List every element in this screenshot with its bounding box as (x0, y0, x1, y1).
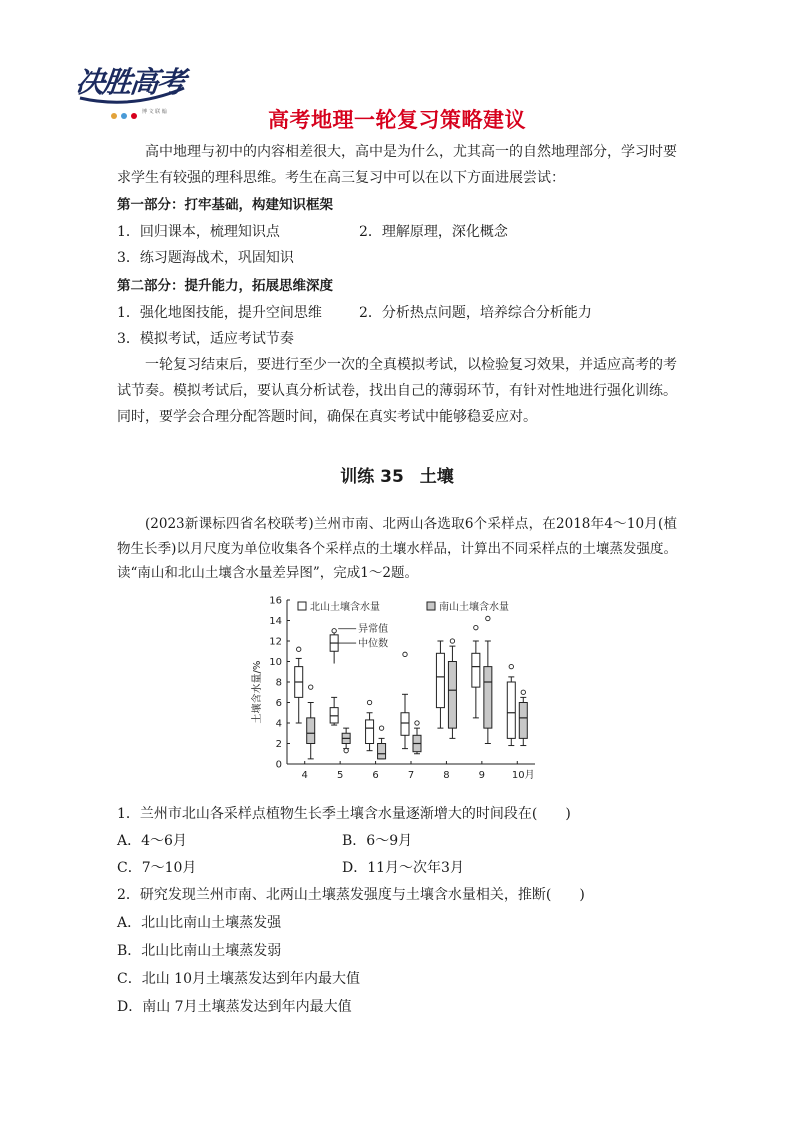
annotation-outlier-example (332, 629, 336, 633)
x-tick-label: 7 (407, 770, 415, 781)
annotation-outlier-label: 异常值 (358, 623, 389, 635)
y-axis-label: 土壤含水量/% (252, 660, 263, 724)
section-topic: 土壤 (419, 467, 454, 487)
north-box (401, 652, 409, 749)
question-1-option-a: A．4～6月 (117, 833, 187, 849)
x-tick-label: 5 (336, 770, 344, 781)
x-tick-label: 10月 (511, 770, 535, 781)
outlier-point (486, 616, 490, 620)
y-tick-label: 0 (275, 759, 282, 771)
north-box (366, 700, 374, 750)
closing-paragraph: 一轮复习结束后，要进行至少一次的全真模拟考试，以检验复习效果，并适应高考的考试节奏。模拟考试后，要认真分析试卷，找出自己的薄弱环节，有针对性地进行强化训练。同时，要学会合理分配答题时间，确保在真实考试中能够稳妥应对。 (117, 357, 677, 425)
box-iqr (366, 720, 374, 744)
logo-text: 决胜高考 (74, 65, 186, 99)
x-tick-label: 6 (372, 770, 379, 781)
part1-heading: 第一部分：打牢基础，构建知识框架 (117, 197, 333, 213)
outlier-point (367, 700, 371, 704)
x-tick-label: 8 (443, 770, 450, 781)
part2-item-2: 2．分析热点问题，培养综合分析能力 (359, 305, 592, 321)
south-box (413, 721, 421, 754)
outlier-point (379, 726, 383, 730)
outlier-point (415, 721, 419, 725)
y-tick-label: 12 (269, 636, 282, 648)
x-tick-label: 4 (301, 770, 308, 781)
south-box (342, 728, 350, 753)
chart-annotations (330, 622, 388, 664)
outlier-point (450, 639, 454, 643)
problem-intro: (2023新课标四省名校联考)兰州市南、北两山各选取6个采样点，在2018年4～10月(植物生长季)以月尺度为单位收集各个采样点的土壤水样品，计算出不同采样点的土壤蒸发强度。读“南山和北山土壤含水量差异图”，完成1～2题。 (117, 516, 677, 581)
chart-legend (298, 600, 509, 613)
y-tick-label: 8 (275, 677, 282, 689)
y-tick-label: 6 (275, 698, 282, 709)
outlier-point (344, 748, 348, 752)
north-box (436, 641, 444, 728)
north-box (330, 697, 338, 725)
outlier-point (297, 647, 301, 651)
question-2-option-c: C．北山 10月土壤蒸发达到年内最大值 (117, 971, 360, 987)
part2-row1 (117, 300, 677, 326)
question-2-stem: 2．研究发现兰州市南、北两山土壤蒸发强度与土壤含水量相关，推断( ) (117, 887, 585, 903)
part1-row1 (117, 219, 677, 245)
outlier-point (474, 625, 478, 629)
outlier-point (403, 652, 407, 656)
y-tick-label: 4 (275, 718, 282, 730)
legend-label-south: 南山土壤含水量 (439, 602, 509, 613)
part2-item-1: 1．强化地图技能，提升空间思维 (117, 305, 322, 321)
box-iqr (507, 682, 515, 738)
page-title: 高考地理一轮复习策略建议 (268, 108, 526, 132)
question-1-options-row2 (117, 856, 677, 881)
soil-moisture-boxplot-chart (250, 592, 550, 800)
question-1-option-c: C．7～10月 (117, 860, 197, 876)
y-tick-label: 16 (269, 595, 282, 607)
question-1-options-row1 (117, 829, 677, 854)
y-tick-label: 2 (275, 739, 282, 750)
legend-swatch-north (298, 602, 306, 610)
y-tick-label: 14 (269, 616, 282, 627)
box-iqr (472, 653, 480, 687)
question-1-option-b: B．6～9月 (342, 833, 413, 849)
section-title (0, 462, 794, 487)
part2-item-3: 3．模拟考试，适应考试节奏 (117, 331, 294, 347)
box-iqr (484, 667, 492, 729)
question-2-option-a: A．北山比南山土壤蒸发强 (117, 915, 282, 931)
part1-item-2: 2．理解原理，深化概念 (359, 224, 508, 240)
part2-heading: 第二部分：提升能力，拓展思维深度 (117, 278, 333, 294)
south-box (378, 726, 386, 759)
question-2-option-b: B．北山比南山土壤蒸发弱 (117, 943, 282, 959)
north-box (472, 625, 480, 717)
part1-item-3: 3．练习题海战术，巩固知识 (117, 250, 294, 266)
south-box (307, 685, 315, 759)
box-iqr (307, 718, 315, 744)
x-tick-label: 9 (478, 770, 486, 781)
south-box (484, 616, 492, 743)
intro-paragraph: 高中地理与初中的内容相差很大，高中是为什么，尤其高一的自然地理部分，学习时要求学生有较强的理科思维。考生在高三复习中可以在以下方面进展尝试： (117, 144, 677, 186)
box-iqr (448, 662, 456, 729)
question-2-option-d: D．南山 7月土壤蒸发达到年内最大值 (117, 999, 352, 1015)
question-1-option-d: D．11月～次年3月 (342, 860, 464, 876)
south-box (519, 690, 527, 746)
outlier-point (509, 664, 513, 668)
logo-subtext: 博 文 联 翰 (142, 109, 167, 115)
y-tick-label: 10 (269, 657, 282, 668)
question-1-stem: 1．兰州市北山各采样点植物生长季土壤含水量逐渐增大的时间段在( ) (117, 806, 571, 822)
annotation-median-label: 中位数 (358, 638, 389, 650)
south-box (448, 639, 456, 739)
section-label: 训练 35 (340, 467, 404, 487)
box-iqr (401, 713, 409, 736)
outlier-point (309, 685, 313, 689)
north-box (507, 664, 515, 745)
outlier-point (521, 690, 525, 694)
box-iqr (436, 653, 444, 707)
box-iqr (519, 703, 527, 739)
legend-swatch-south (427, 602, 435, 610)
part1-item-1: 1．回归课本，梳理知识点 (117, 224, 280, 240)
legend-label-north: 北山土壤含水量 (310, 602, 380, 613)
box-iqr (378, 744, 386, 759)
north-box (295, 647, 303, 723)
